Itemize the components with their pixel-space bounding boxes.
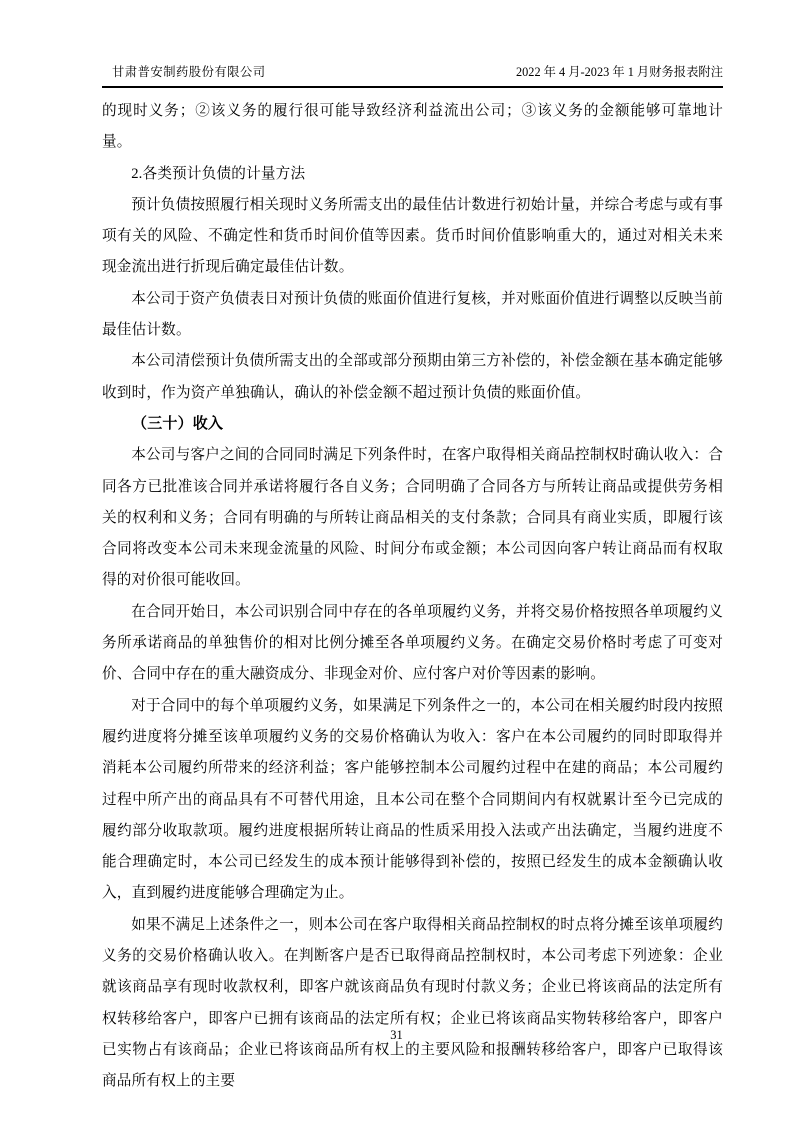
page-header xyxy=(102,64,723,88)
paragraph-balance-sheet-review: 本公司于资产负债表日对预计负债的账面价值进行复核，并对账面价值进行调整以反映当前最佳估计数。 xyxy=(102,290,723,339)
paragraph-initial-measurement: 预计负债按照履行相关现时义务所需支出的最佳估计数进行初始计量，并综合考虑与或有事项有关的风险、不确定性和货币时间价值等因素。货币时间价值影响重大的，通过对相关未来现金流出进行折现后确定最佳估计数。 xyxy=(102,196,723,276)
paragraph-revenue-recognition-conditions: 本公司与客户之间的合同同时满足下列条件时，在客户取得相关商品控制权时确认收入：合同各方已批准该合同并承诺将履行各自义务；合同明确了合同各方与所转让商品或提供劳务相关的权利和义务；合同有明确的与所转让商品相关的支付条款；合同具有商业实质，即履行该合同将改变本公司未来现金流量的风险、时间分布或金额；本公司因向客户转让商品而有权取得的对价很可能收回。 xyxy=(102,447,723,589)
report-period-title: 2022 年 4 月-2023 年 1 月财务报表附注 xyxy=(516,65,723,79)
paragraph-continuation: 的现时义务；②该义务的履行很可能导致经济利益流出公司；③该义务的金额能够可靠地计量。 xyxy=(102,103,723,151)
paragraph-third-party-compensation: 本公司清偿预计负债所需支出的全部或部分预期由第三方补偿的，补偿金额在基本确定能够收到时，作为资产单独确认，确认的补偿金额不超过预计负债的账面价值。 xyxy=(102,353,723,401)
paragraph-performance-obligation: 对于合同中的每个单项履约义务，如果满足下列条件之一的，本公司在相关履约时段内按照履约进度将分摊至该单项履约义务的交易价格确认为收入：客户在本公司履约的同时即取得并消耗本公司履约所带来的经济利益；客户能够控制本公司履约过程中在建的商品；本公司履约过程中所产出的商品具有不可替代用途，且本公司在整个合同期间内有权就累计至今已完成的履约部分收取款项。履约进度根据所转让商品的性质采用投入法或产出法确定，当履约进度不能合理确定时，本公司已经发生的成本预计能够得到补偿的，按照已经发生的成本金额确认收入，直到履约进度能够合理确定为止。 xyxy=(102,697,723,902)
company-name: 甘肃普安制药股份有限公司 xyxy=(112,65,266,79)
section-heading-revenue: （三十）收入 xyxy=(132,415,224,432)
paragraph-control-transfer-indicators: 如果不满足上述条件之一，则本公司在客户取得相关商品控制权的时点将分摊至该单项履约义务的交易价格确认收入。在判断客户是否已取得商品控制权时，本公司考虑下列迹象：企业就该商品享有现时收款权利，即客户就该商品负有现时付款义务；企业已将该商品的法定所有权转移给客户，即客户已拥有该商品的法定所有权；企业已将该商品实物转移给客户，即客户已实物占有该商品；企业已将该商品所有权上的主要风险和报酬转移给客户，即客户已取得该商品所有权上的主要 xyxy=(102,916,723,1090)
subsection-title-measurement-methods: 2.各类预计负债的计量方法 xyxy=(131,165,306,182)
document-body xyxy=(102,96,723,1098)
paragraph-contract-start-date: 在合同开始日，本公司识别合同中存在的各单项履约义务，并将交易价格按照各单项履约义务所承诺商品的单独售价的相对比例分摊至各单项履约义务。在确定交易价格时考虑了可变对价、合同中存在的重大融资成分、非现金对价、应付客户对价等因素的影响。 xyxy=(102,603,723,683)
page-number: 31 xyxy=(390,1028,403,1042)
